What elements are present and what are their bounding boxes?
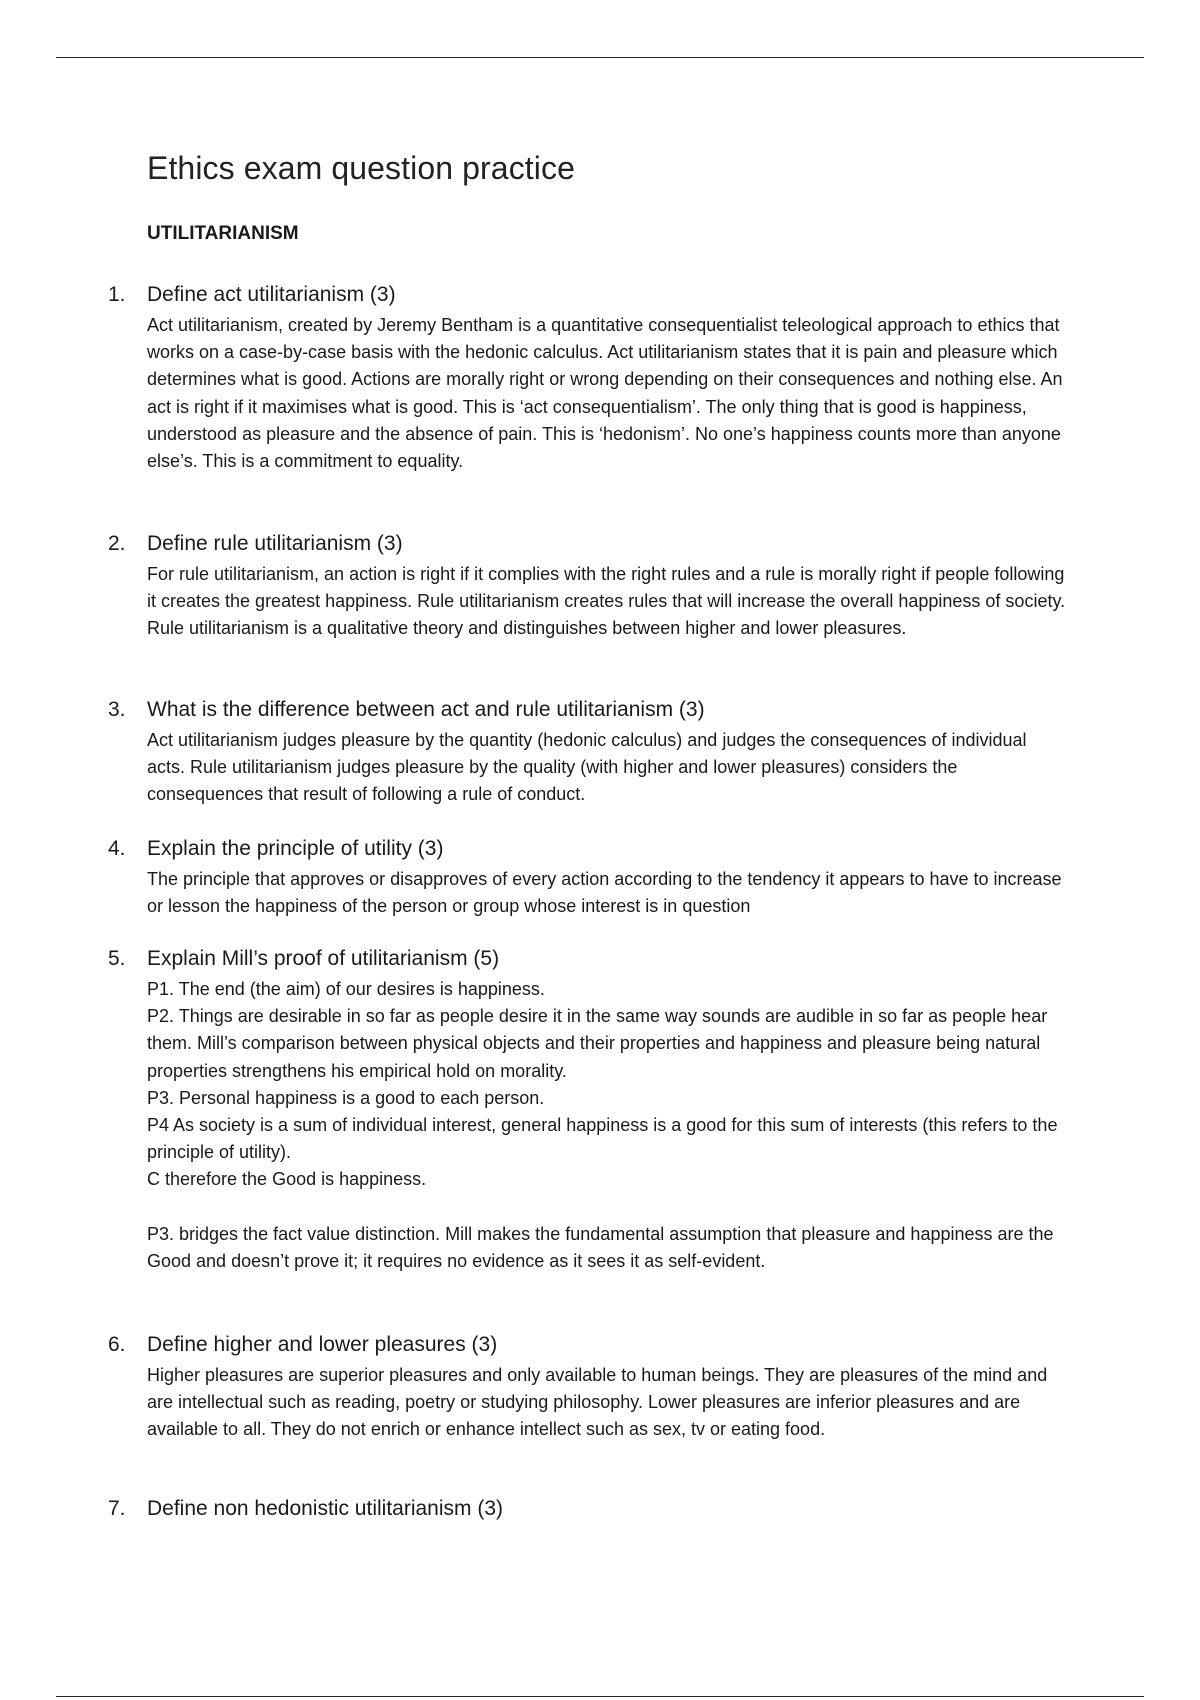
answer-paragraph: The principle that approves or disapproves of every action according to the tendency it appears to have to increase or lesson the happiness of the person or group whose interest is in question	[147, 869, 1062, 917]
answer-conclusion: C therefore the Good is happiness.	[147, 1169, 427, 1190]
answer-premise-2: P2. Things are desirable in so far as people desire it in the same way sounds are audible in so far as people hear them. Mill’s comparison between physical objects and their properties and happiness and pleasure being natural properties strengthens his empirical hold on morality.	[147, 1006, 1048, 1081]
question-number: 1.	[108, 283, 126, 306]
answer-paragraph: Act utilitarianism judges pleasure by the quantity (hedonic calculus) and judges the consequences of individual acts. Rule utilitarianism judges pleasure by the quality (with higher and lower pleasures) considers the consequences that result of following a rule of conduct.	[147, 730, 1027, 805]
question-number: 3.	[108, 698, 126, 721]
document-title: Ethics exam question practice	[147, 150, 575, 186]
question-answer	[147, 561, 1067, 643]
question-title: Define rule utilitarianism (3)	[147, 532, 403, 555]
question-title: What is the difference between act and rule utilitarianism (3)	[147, 698, 705, 721]
answer-paragraph: Act utilitarianism, created by Jeremy Bentham is a quantitative consequentialist teleological approach to ethics that works on a case-by-case basis with the hedonic calculus. Act utilitarianism states that it is pain and pleasure which determines what is good. Actions are morally right or wrong depending on their consequences and nothing else. An act is right if it maximises what is good. This is ‘act consequentialism’. The only thing that is good is happiness, understood as pleasure and the absence of pain. This is ‘hedonism’. No one’s happiness counts more than anyone else’s. This is a commitment to equality.	[147, 315, 1063, 472]
question-answer	[147, 312, 1067, 475]
section-heading: UTILITARIANISM	[147, 223, 299, 244]
question-answer	[147, 866, 1067, 920]
question-number: 6.	[108, 1333, 126, 1356]
question-number: 7.	[108, 1497, 126, 1520]
question-title: Define higher and lower pleasures (3)	[147, 1333, 498, 1356]
paragraph-gap	[147, 1194, 1067, 1221]
answer-premise-1: P1. The end (the aim) of our desires is happiness.	[147, 979, 545, 999]
question-number: 5.	[108, 947, 126, 970]
answer-paragraph: Higher pleasures are superior pleasures and only available to human beings. They are pleasures of the mind and are intellectual such as reading, poetry or studying philosophy. Lower pleasures are inferior pleasures and are available to all. They do not enrich or enhance intellect such as sex, tv or eating food.	[147, 1365, 1048, 1440]
question-number: 2.	[108, 532, 126, 555]
question-answer	[147, 727, 1067, 809]
answer-paragraph: For rule utilitarianism, an action is right if it complies with the right rules and a rule is morally right if people following it creates the greatest happiness. Rule utilitarianism creates rules that will increase the overall happiness of society. Rule utilitarianism is a qualitative theory and distinguishes between higher and lower pleasures.	[147, 564, 1066, 639]
question-number: 4.	[108, 837, 126, 860]
answer-premise-4: P4 As society is a sum of individual interest, general happiness is a good for this sum of interests (this refers to the principle of utility).	[147, 1115, 1058, 1163]
bottom-rule	[56, 1696, 1144, 1697]
question-title: Explain the principle of utility (3)	[147, 837, 444, 860]
question-answer	[147, 1362, 1067, 1444]
question-answer	[147, 976, 1067, 1275]
answer-commentary: P3. bridges the fact value distinction. Mill makes the fundamental assumption that pleasure and happiness are the Good and doesn’t prove it; it requires no evidence as it sees it as self-evident.	[147, 1223, 1054, 1271]
question-title: Explain Mill’s proof of utilitarianism (5)	[147, 947, 500, 970]
top-rule	[56, 57, 1144, 58]
question-title: Define act utilitarianism (3)	[147, 283, 396, 306]
question-title: Define non hedonistic utilitarianism (3)	[147, 1497, 504, 1520]
answer-premise-3: P3. Personal happiness is a good to each person.	[147, 1087, 545, 1108]
